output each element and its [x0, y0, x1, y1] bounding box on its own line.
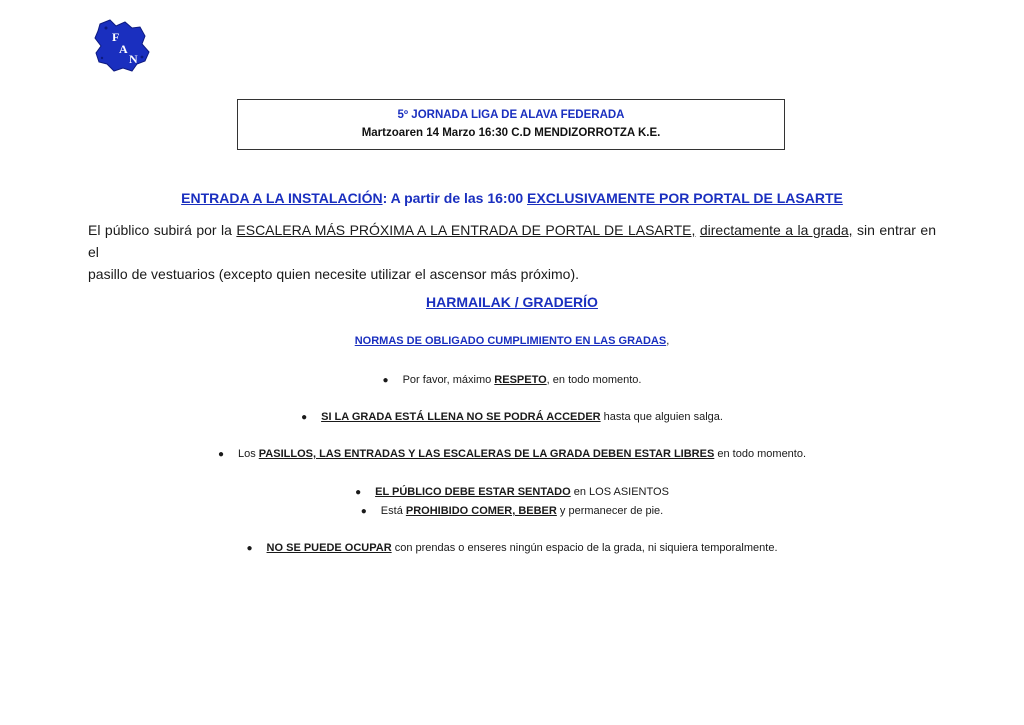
entrance-heading-gate: EXCLUSIVAMENTE POR PORTAL DE LASARTE: [527, 190, 843, 206]
rule-text-bold: PROHIBIDO COMER, BEBER: [405, 505, 557, 517]
access-stair-text: ESCALERA MÁS PRÓXIMA A LA ENTRADA DE PORTAL DE LASARTE,: [236, 222, 696, 238]
rule-item: [0, 374, 1024, 386]
rule-item: [0, 505, 1024, 517]
rule-item: [0, 411, 1024, 423]
league-round-title: 5º JORNADA LIGA DE ALAVA FEDERADA: [397, 109, 625, 121]
rule-text-pre: Por favor, máximo: [402, 374, 495, 386]
svg-text:N: N: [129, 52, 138, 66]
access-paragraph-line2: pasillo de vestuarios (excepto quien necesite utilizar el ascensor más próximo).: [88, 266, 580, 282]
rule-text-post: con prendas o enseres ningún espacio de la grada, ni siquiera temporalmente.: [391, 542, 778, 554]
fan-logo: [92, 16, 152, 74]
access-paragraph: [88, 219, 936, 285]
bullet-icon: ●: [382, 375, 389, 386]
rule-text-bold: EL PÚBLICO DEBE ESTAR SENTADO: [375, 486, 571, 498]
rule-text-post: y permanecer de pie.: [556, 505, 664, 517]
rule-text-post: , en todo momento.: [546, 374, 642, 386]
entrance-heading-label: ENTRADA A LA INSTALACIÓN: [181, 190, 383, 206]
rule-text-post: hasta que alguien salga.: [600, 411, 723, 423]
access-direct-text: directamente a la grada,: [699, 222, 853, 238]
access-paragraph-line1: [88, 219, 936, 263]
svg-text:A: A: [119, 42, 128, 56]
rule-item: [0, 448, 1024, 460]
bullet-icon: ●: [246, 543, 253, 554]
match-header-box: [237, 99, 785, 150]
bullet-icon: ●: [301, 412, 308, 423]
rule-item: [0, 486, 1024, 498]
rule-item: [0, 542, 1024, 554]
rules-link[interactable]: NORMAS DE OBLIGADO CUMPLIMIENTO EN LAS GRADAS: [354, 335, 667, 347]
match-date-venue: Martzoaren 14 Marzo 16:30 C.D MENDIZORROTZA K.E.: [361, 127, 661, 139]
svg-text:F: F: [112, 30, 120, 44]
rule-text-bold: SI LA GRADA ESTÁ LLENA NO SE PODRÁ ACCEDER: [321, 411, 601, 423]
rule-text-bold: PASILLOS, LAS ENTRADAS Y LAS ESCALERAS DE LA GRADA DEBEN ESTAR LIBRES: [258, 448, 715, 460]
rules-heading-comma: ,: [666, 335, 670, 347]
bullet-icon: ●: [355, 487, 362, 498]
section-title: HARMAILAK / GRADERÍO: [426, 294, 598, 310]
access-text-3: sin entrar en el: [88, 222, 937, 260]
rule-text-pre: Los: [237, 448, 259, 460]
rule-text-pre: Está: [380, 505, 406, 517]
rule-text-post: en todo momento.: [714, 448, 807, 460]
rule-text-bold: RESPETO: [494, 374, 547, 386]
entrance-heading-time: : A partir de las 16:00: [382, 190, 528, 206]
access-text-1: El público subirá por la: [88, 222, 237, 238]
bullet-icon: ●: [217, 449, 224, 460]
rules-heading: [0, 335, 1024, 347]
bullet-icon: ●: [360, 506, 367, 517]
entrance-heading: [0, 190, 1024, 206]
rule-text-post: en LOS ASIENTOS: [570, 486, 669, 498]
rule-text-bold: NO SE PUEDE OCUPAR: [266, 542, 392, 554]
